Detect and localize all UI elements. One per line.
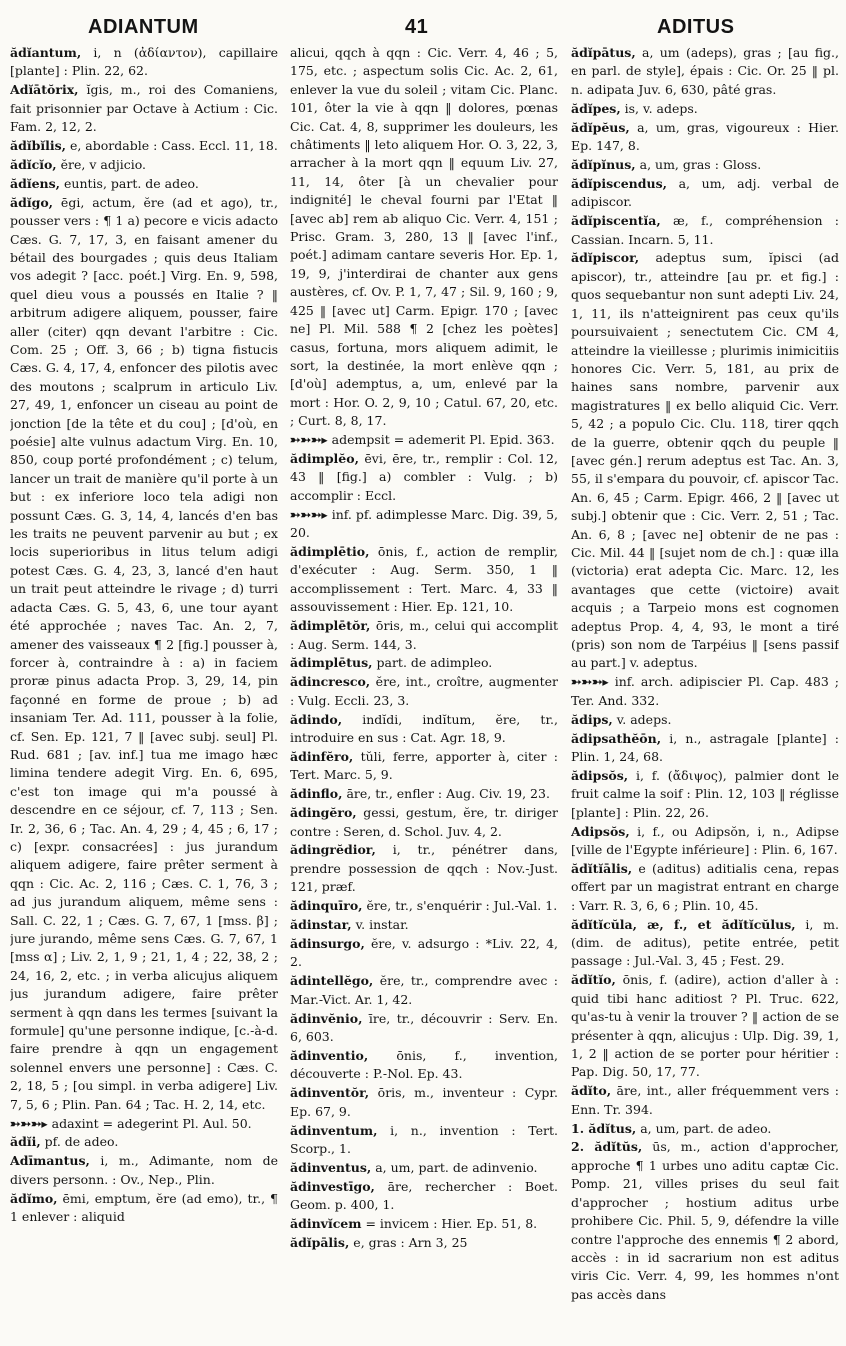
entry-headword: ădĭmo, [10, 1190, 58, 1206]
dictionary-entry [290, 972, 558, 1009]
entry-text: i, tr., pénétrer dans, prendre possession de qqch : Nov.-Just. 121, præf. [290, 842, 558, 895]
entry-text: indĭdi, indĭtum, ĕre, tr., introduire en sus : Cat. Agr. 18, 9. [290, 711, 558, 746]
entry-text: a, um (adeps), gras ; [au fig., en parl. de style], épais : Cic. Or. 25 ‖ pl. n. adipata Juv. 6, 630, pâté gras. [571, 45, 839, 97]
entry-text: ōnis, f., invention, découverte : P.-Nol. Ep. 43. [290, 1047, 558, 1082]
entry-headword: ➳➳➳▸ [290, 506, 328, 522]
entry-text: a, um, part. de adeo. [636, 1120, 772, 1136]
entry-headword: ădipsathĕōn, [571, 730, 662, 746]
dictionary-entry [10, 156, 278, 174]
entry-headword: ădĭtĭālis, [571, 860, 633, 876]
entry-headword: ădinvĕnio, [290, 1010, 363, 1026]
dictionary-entry [571, 767, 839, 822]
entry-headword: ădimplētŏr, [290, 618, 371, 634]
entry-text: ĕre, v. adsurgo : *Liv. 22, 4, 2. [290, 936, 558, 970]
entry-text: ōris, m., celui qui accomplit : Aug. Serm. 144, 3. [290, 618, 558, 652]
entry-headword: ădindo, [290, 711, 343, 727]
entry-text: tŭli, ferre, apporter à, citer : Tert. Marc. 5, 9. [290, 748, 558, 783]
dictionary-entry [10, 44, 278, 81]
entry-text: ūs, m., action d'approcher, approche ¶ 1 urbes uno aditu captæ Cic. Pomp. 21, villes prises du seul fait d'approcher ; hostium aditus urbe prohibere Cic. Phil. 5, 9, défendre la ville contre l'approche des ennemis ¶ 2 abord, accès : in id sacrarium non est aditus viris Cic. Verr. 4, 99, les hommes n'ont pas accès dans [571, 1139, 839, 1302]
dictionary-entry [290, 1159, 558, 1177]
entry-headword: ădĭpiscendus, [571, 175, 667, 191]
entry-headword: 1. ădĭtus, [571, 1120, 637, 1136]
header-right-guide-word: ADITUS [657, 16, 735, 38]
dictionary-entry [290, 711, 558, 748]
entry-text: euntis, part. de adeo. [60, 175, 199, 191]
entry-headword: ➳➳➳▸ [10, 1115, 48, 1131]
entry-text: ōnis, f., action de remplir, d'exécuter : Aug. Serm. 350, 1 ‖ accomplissement : Tert. Marc. 4, 33 ‖ assouvissement : Hier. Ep. 121, 10. [290, 543, 558, 615]
entry-headword: ădĭtĭcŭla, æ, f., et ădĭtĭcŭlus, [571, 916, 796, 932]
entry-text: adeptus sum, ĭpisci (ad apiscor), tr., atteindre [au pr. et fig.] : quos sequebantur non sunt adepti Liv. 24, 1, 11, ils n'atteignirent pas ceux qu'ils poursuivaient ; senectutem Cic. CM 4, atteindre la vieillesse ; plurimis inimicitiis honores Cic. Verr. 5, 181, au prix de haines sans nombre, parvenir aux magistratures ‖ ex bello aliquid Cic. Verr. 5, 42 ; a populo Cic. Clu. 118, tirer qqch de la guerre, obtenir qqch du peuple ‖ [avec gén.] rerum adeptus est Tac. An. 3, 55, il s'empara du pouvoir, cf. apiscor Tac. An. 6, 45 ; Carm. Epigr. 466, 2 ‖ [avec ut subj.] obtenir que : Cic. Verr. 2, 51 ; Tac. An. 6, 8 ; [avec ne] obtenir de ne pas : Cic. Mil. 44 ‖ [sujet nom de ch.] : quæ illa (victoria) erat adepta Cic. Marc. 12, les avantages que cette (victoire) avait acquis ; a Tarpeio mons est cognomen adeptus Prop. 4, 4, 93, le mont a tiré (pris) son nom de Tarpéius ‖ [sens passif au part.] v. adeptus. [571, 250, 839, 671]
dictionary-entry [290, 673, 558, 710]
dictionary-entry [10, 1190, 278, 1227]
entry-headword: ădintellĕgo, [290, 973, 374, 989]
entry-headword: Adĭātŏrix, [10, 82, 79, 98]
dictionary-entry [290, 1178, 558, 1215]
entry-text: v. adeps. [612, 711, 672, 727]
entry-text: a, um, part. de adinvenio. [371, 1159, 538, 1175]
entry-text: a, um, adj. verbal de adipiscor. [571, 175, 839, 210]
entry-text: e, gras : Arn 3, 25 [349, 1235, 468, 1250]
entry-headword: ➳➳➳▸ [290, 432, 328, 448]
dictionary-entry [290, 897, 558, 915]
entry-text: v. instar. [351, 917, 409, 933]
entry-text: ēgi, actum, ĕre (ad et ago), tr., pousser vers : ¶ 1 a) pecore e vicis adacto Cæs. G. 7, 17, 3, en faisant amener du bétail des bourgades ; quis deus Italiam vos adegit ? [acc. poét.] Virg. En. 9, 598, quel dieu vous a poussés en Italie ? ‖ arbitrum adigere aliquem, pousser, faire aller (citer) qqn devant l'arbitre : Cic. Com. 25 ; Off. 3, 66 ; b) tigna fistucis Cæs. G. 4, 17, 4, enfoncer des pilotis avec des moutons ; scalprum in articulo Liv. 27, 49, 1, enfoncer un ciseau au point de jonction [de la tête et du cou] ; [d'où, en poésie] alte vulnus adactum Virg. En. 10, 850, coup porté profondément ; c) telum, lancer un trait de manière qu'il porte à un but : ex inferiore loco tela adigi non possunt Cæs. G. 3, 14, 4, lancés d'en bas les traits ne peuvent parvenir au but ; ex locis superioribus in litus telum adigi potest Cæs. G. 4, 23, 3, lancé d'en haut un trait peut atteindre le rivage ; d) turri adacta Cæs. G. 5, 43, 6, une tour ayant été approchée ; naves Tac. An. 2, 7, amener des vaisseaux ¶ 2 [fig.] pousser à, forcer à, contraindre à : a) in faciem proræ pinus adacta Prop. 3, 29, 14, pin façonné en forme de proue ; b) ad insaniam Ter. Ad. 111, pousser à la folie, cf. Sen. Ep. 121, 7 ‖ [avec subj. seul] Pl. Rud. 681 ; [av. inf.] tua me imago hæc limina tendere adegit Virg. En. 6, 695, c'est ton image qui m'a poussé à descendre en ce séjour, cf. 7, 113 ; Sen. Ir. 2, 36, 6 ; Tac. An. 4, 29 ; 4, 45 ; 6, 17 ; c) [expr. consacrées] : jus jurandum aliquem adigere, faire prêter serment à qqn : Cic. Ac. 2, 116 ; Cæs. C. 1, 76, 3 ; ad jus jurandum aliquem, même sens : Sall. C. 22, 1 ; Cæs. G. 7, 67, 1 [mss. β] ; jure jurando, même sens Cæs. G. 7, 67, 1 [mss α] ; Liv. 2, 1, 9 ; 21, 1, 4 ; 22, 38, 2 ; 24, 16, 2, etc. ; in verba alicujus aliquem jus jurandum adigere, faire prêter serment à qqn dans les termes [suivant la formule] qu'une personne indique, [c.-à-d. faire prendre à qqn un engagement solennel envers une personne] : Cæs. C. 2, 18, 5 ; [ou simpl. in verba adigere] Liv. 7, 5, 6 ; Plin. Pan. 64 ; Tac. H. 2, 14, etc. [10, 194, 278, 1112]
dictionary-entry [571, 249, 839, 672]
dictionary-entry [290, 506, 558, 543]
entry-text: gessi, gestum, ĕre, tr. diriger contre : Seren, d. Schol. Juv. 4, 2. [290, 805, 558, 839]
dictionary-entry [290, 543, 558, 617]
entry-headword: ădĭbĭlis, [10, 138, 66, 154]
dictionary-entry [290, 617, 558, 654]
dictionary-entry [290, 654, 558, 672]
entry-text: ĭgis, m., roi des Comaniens, fait prisonnier par Octave à Actium : Cic. Fam. 2, 12, 2. [10, 82, 278, 135]
entry-headword: ădingĕro, [290, 805, 357, 821]
entry-headword: Adipsŏs, [571, 823, 630, 839]
dictionary-entry [290, 1234, 558, 1252]
entry-headword: ădinventum, [290, 1122, 378, 1138]
entry-headword: ădĭpiscor, [571, 250, 640, 266]
entry-text: ēmi, emptum, ĕre (ad emo), tr., ¶ 1 enlever : aliquid [10, 1190, 278, 1225]
entry-headword: ădĭpĕus, [571, 119, 630, 135]
entry-headword: ădimplētus, [290, 655, 373, 671]
entry-headword: ădingrĕdior, [290, 842, 376, 858]
dictionary-entry [290, 1215, 558, 1233]
entry-text: is, v. adeps. [620, 100, 698, 116]
entry-headword: ădĭi, [10, 1134, 41, 1150]
entry-text: part. de adimpleo. [372, 655, 493, 671]
dictionary-entry [290, 1047, 558, 1084]
entry-headword: ădinfĕro, [290, 748, 354, 764]
entry-headword: ădipsŏs, [571, 767, 629, 783]
dictionary-entry [290, 1122, 558, 1159]
dictionary-entry [571, 119, 839, 156]
entry-headword: ădĭantum, [10, 45, 82, 60]
entry-text: āre, rechercher : Boet. Geom. p. 400, 1. [290, 1178, 558, 1213]
entry-text: ĕre, tr., s'enquérir : Jul.-Val. 1. [362, 898, 558, 914]
dictionary-entry [10, 81, 278, 136]
dictionary-entry [571, 44, 839, 99]
dictionary-entry [571, 175, 839, 212]
dictionary-entry [10, 1115, 278, 1133]
page-number: 41 [405, 16, 429, 38]
entry-headword: ➳➳➳▸ [571, 674, 609, 690]
entry-text: āre, int., aller fréquemment vers : Enn. Tr. 394. [571, 1083, 839, 1117]
dictionary-entry [290, 44, 558, 431]
entry-text: pf. de adeo. [40, 1134, 119, 1150]
dictionary-entry [571, 100, 839, 118]
entry-headword: ădĭcĭo, [10, 156, 57, 172]
dictionary-entry [571, 673, 839, 710]
entry-headword: 2. ădĭtŭs, [571, 1139, 643, 1155]
entry-text: ĕre, int., croître, augmenter : Vulg. Eccli. 23, 3. [290, 674, 558, 708]
entry-text: āre, tr., enfler : Aug. Civ. 19, 23. [342, 786, 550, 802]
entry-headword: ădĭpālis, [290, 1235, 350, 1250]
page-header [0, 10, 846, 44]
entry-text: i, m., Adimante, nom de divers personn. : Ov., Nep., Plin. [10, 1153, 278, 1187]
entry-text: e, abordable : Cass. Eccl. 11, 18. [65, 138, 278, 154]
dictionary-entry [10, 194, 278, 1114]
dictionary-entry [571, 730, 839, 767]
dictionary-entry [290, 841, 558, 896]
dictionary-entry [290, 804, 558, 841]
entry-text: ēvi, ēre, tr., remplir : Col. 12, 43 ‖ [fig.] a) combler : Vulg. ; b) accomplir : Eccl. [290, 450, 558, 503]
entry-text: inf. arch. adipiscier Pl. Cap. 483 ; Ter. And. 332. [571, 674, 839, 708]
dictionary-entry [571, 971, 839, 1081]
entry-text: i, f. (ἄδιψος), palmier dont le fruit calme la soif : Plin. 12, 103 ‖ réglisse [plante] : Plin. 22, 26. [571, 767, 839, 820]
entry-headword: ădinventŏr, [290, 1085, 370, 1101]
entry-text: e (aditus) aditialis cena, repas offert par un magistrat entrant en charge : Varr. R. 3, 6, 6 ; Plin. 10, 45. [571, 860, 839, 913]
entry-headword: Adīmantus, [10, 1153, 90, 1169]
dictionary-entry [290, 1084, 558, 1121]
dictionary-entry [571, 1138, 839, 1304]
entry-headword: ădĭens, [10, 175, 61, 191]
dictionary-entry [571, 1120, 839, 1138]
entry-text: = invicem : Hier. Ep. 51, 8. [361, 1216, 538, 1232]
entry-text: i, n., invention : Tert. Scorp., 1. [290, 1122, 558, 1156]
dictionary-entry [571, 823, 839, 860]
entry-text: i, m. (dim. de aditus), petite entrée, petit passage : Jul.-Val. 3, 45 ; Fest. 29. [571, 916, 839, 969]
entry-text: a, um, gras, vigoureux : Hier. Ep. 147, 8. [571, 119, 839, 154]
entry-text: æ, f., compréhension : Cassian. Incarn. 5, 11. [571, 213, 839, 247]
entry-headword: ădinsurgo, [290, 936, 365, 951]
entry-headword: ădips, [571, 711, 613, 727]
entry-text: ōnis, f. (adire), action d'aller à : quid tibi hanc aditiost ? Pl. Truc. 622, qu'as-tu à venir la trouver ? ‖ action de se présenter à qqn, alicujus : Ulp. Dig. 39, 1, 1, 2 ‖ action de se porter pour héritier : Pap. Dig. 50, 17, 77. [571, 972, 839, 1080]
entry-text: i, n (ἀδίαντον), capillaire [plante] : Plin. 22, 62. [10, 45, 278, 79]
entry-headword: ădĭpes, [571, 100, 621, 116]
entry-text: a, um, gras : Gloss. [635, 156, 762, 172]
entry-text: ĕre, tr., comprendre avec : Mar.-Vict. Ar. 1, 42. [290, 973, 558, 1007]
header-left-guide-word: ADIANTUM [88, 16, 199, 38]
entry-headword: ădinventus, [290, 1159, 372, 1175]
dictionary-entry [571, 212, 839, 249]
entry-text: alicui, qqch à qqn : Cic. Verr. 4, 46 ; 5, 175, etc. ; aspectum solis Cic. Ac. 2, 61, enlever la vue du soleil ; vitam Cic. Planc. 101, ôter la vie à qqn ‖ dolores, pœnas Cic. Cat. 4, 8, supprimer les douleurs, les châtiments ‖ leto aliquem Hor. O. 3, 22, 3, arracher à la mort qqn ‖ equum Liv. 27, 11, 14, ôter [à un chevalier pour indignité] le cheval fourni par l'Etat ‖ [avec ab] rem ab aliquo Cic. Verr. 4, 151 ; Prisc. Gram. 3, 280, 13 ‖ [avec l'inf., poét.] adimam cantare severis Hor. Ep. 1, 19, 9, j'interdirai de chanter aux gens austères, cf. Ov. P. 1, 7, 47 ; Sil. 9, 160 ; 9, 425 ‖ [avec ut] Carm. Epigr. 170 ; [avec ne] Pl. Mil. 588 ¶ 2 [chez les poètes] casus, fortuna, mors aliquem adimit, le sort, la destinée, la mort enlève qqn ; [d'où] ademptus, a, um, enlevé par la mort : Hor. O. 2, 9, 10 ; Catul. 67, 20, etc. ; Curt. 8, 8, 17. [290, 45, 558, 429]
column-3 [571, 44, 839, 1340]
column-2 [290, 44, 558, 1340]
entry-text: i, n., astragale [plante] : Plin. 1, 24, 68. [571, 730, 839, 764]
entry-headword: ădĭto, [571, 1083, 612, 1099]
dictionary-entry [10, 1133, 278, 1151]
entry-headword: ădĭpātus, [571, 45, 636, 60]
entry-headword: ădĭtĭo, [571, 972, 616, 988]
dictionary-entry [10, 1152, 278, 1189]
dictionary-entry [571, 156, 839, 174]
entry-text: adempsit = ademerit Pl. Epid. 363. [327, 432, 555, 448]
dictionary-entry [10, 137, 278, 155]
entry-text: ōris, m., inventeur : Cypr. Ep. 67, 9. [290, 1085, 558, 1119]
dictionary-entry [571, 1082, 839, 1119]
entry-headword: ădincresco, [290, 674, 371, 690]
dictionary-entry [290, 916, 558, 934]
entry-headword: ădimplētio, [290, 543, 370, 559]
entry-text: inf. pf. adimplesse Marc. Dig. 39, 5, 20. [290, 506, 558, 541]
dictionary-entry [290, 450, 558, 505]
text-columns [0, 44, 846, 1340]
entry-headword: ădinventio, [290, 1047, 369, 1063]
dictionary-entry [290, 431, 558, 449]
dictionary-entry [571, 860, 839, 915]
dictionary-entry [571, 711, 839, 729]
entry-text: ĕre, v adjicio. [56, 156, 146, 172]
entry-text: adaxint = adegerint Pl. Aul. 50. [47, 1115, 252, 1131]
dictionary-entry [290, 1010, 558, 1047]
entry-headword: ădimplĕo, [290, 450, 359, 466]
entry-headword: ădinquīro, [290, 898, 363, 914]
dictionary-entry [290, 748, 558, 785]
entry-text: īre, tr., découvrir : Serv. En. 6, 603. [290, 1010, 558, 1045]
entry-headword: ădinvestīgo, [290, 1178, 375, 1194]
dictionary-entry [290, 785, 558, 803]
entry-headword: ădĭpiscentĭa, [571, 213, 661, 229]
entry-headword: ădĭpĭnus, [571, 156, 636, 172]
entry-headword: ădĭgo, [10, 194, 54, 210]
entry-text: i, f., ou Adipsŏn, i, n., Adipse [ville de l'Egypte inférieure] : Plin. 6, 167. [571, 823, 839, 857]
dictionary-entry [571, 916, 839, 971]
entry-headword: ădinstar, [290, 917, 352, 933]
entry-headword: ădinflo, [290, 786, 343, 802]
dictionary-entry [290, 935, 558, 972]
entry-headword: ădinvĭcem [290, 1216, 362, 1232]
dictionary-entry [10, 175, 278, 193]
column-1 [10, 44, 278, 1340]
